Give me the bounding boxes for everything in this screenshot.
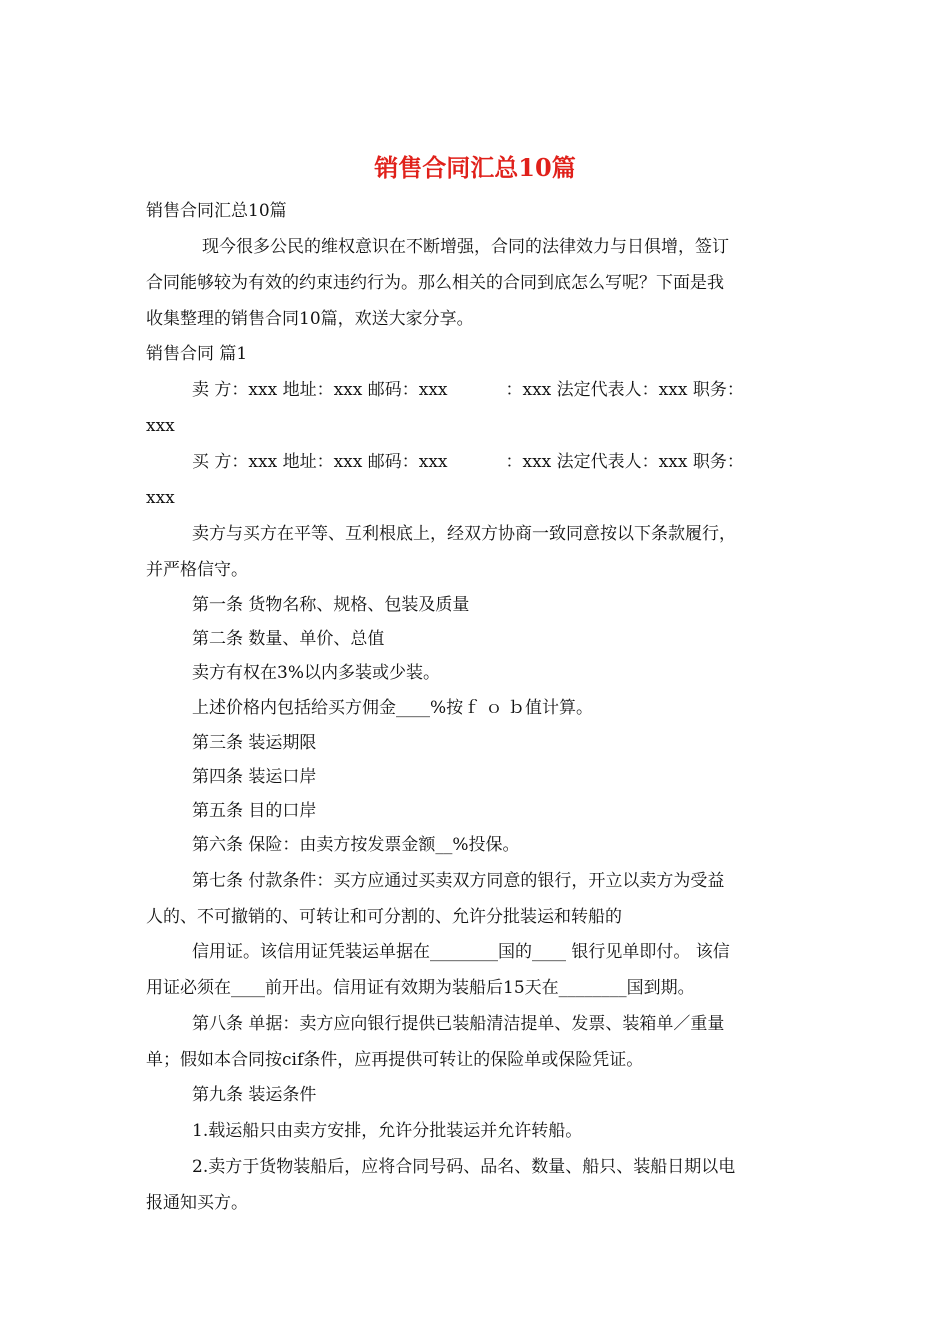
clause-9-item: 2.卖方于货物装船后，应将合同号码、品名、数量、船只、装船日期以电 <box>192 1157 736 1177</box>
intro-line: 现今很多公民的维权意识在不断增强，合同的法律效力与日俱增，签订 <box>202 237 729 257</box>
clause-4: 第四条 装运口岸 <box>192 767 317 787</box>
section-heading: 销售合同 篇1 <box>146 344 248 364</box>
document-title: 销售合同汇总10篇 <box>374 153 576 182</box>
intro-line: 收集整理的销售合同10篇，欢送大家分享。 <box>146 309 474 329</box>
clause-7-line: 用证必须在____前开出。信用证有效期为装船后15天在________国到期。 <box>146 978 695 998</box>
intro-line: 合同能够较为有效的约束违约行为。那么相关的合同到底怎么写呢？下面是我 <box>146 273 724 293</box>
agreement-line: 卖方与买方在平等、互利根底上，经双方协商一致同意按以下条款履行， <box>192 524 736 544</box>
clause-2: 第二条 数量、单价、总值 <box>192 629 385 649</box>
clause-9: 第九条 装运条件 <box>192 1085 317 1105</box>
clause-8-line: 第八条 单据：卖方应向银行提供已装船清洁提单、发票、装箱单／重量 <box>192 1014 725 1034</box>
document-subtitle: 销售合同汇总10篇 <box>146 201 287 221</box>
buyer-info: 买 方：xxx 地址：xxx 邮码：xxx <box>192 452 448 472</box>
agreement-line: 并严格信守。 <box>146 560 248 580</box>
clause-9-item: 1.载运船只由卖方安排，允许分批装运并允许转船。 <box>192 1121 583 1141</box>
buyer-wrap: xxx <box>146 488 175 508</box>
clause-7-line: 第七条 付款条件：买方应通过买卖双方同意的银行，开立以卖方为受益 <box>192 871 725 891</box>
clause-5: 第五条 目的口岸 <box>192 801 317 821</box>
clause-6: 第六条 保险：由卖方按发票金额__%投保。 <box>192 835 520 855</box>
seller-info-tail: ：xxx 法定代表人：xxx 职务： <box>505 380 744 400</box>
seller-info: 卖 方：xxx 地址：xxx 邮码：xxx <box>192 380 448 400</box>
buyer-line <box>192 450 744 474</box>
clause-2-note: 卖方有权在3%以内多装或少装。 <box>192 663 440 683</box>
seller-wrap: xxx <box>146 416 175 436</box>
clause-8-line: 单；假如本合同按cif条件，应再提供可转让的保险单或保险凭证。 <box>146 1050 644 1070</box>
clause-7-line: 信用证。该信用证凭装运单据在________国的____ 银行见单即付。 该信 <box>192 942 730 962</box>
clause-2-note: 上述价格内包括给买方佣金____%按ｆ ｏ ｂ值计算。 <box>192 698 593 718</box>
buyer-info-tail: ：xxx 法定代表人：xxx 职务： <box>505 452 744 472</box>
seller-line <box>192 378 744 402</box>
clause-3: 第三条 装运期限 <box>192 733 317 753</box>
clause-1: 第一条 货物名称、规格、包装及质量 <box>192 595 470 615</box>
clause-7-line: 人的、不可撤销的、可转让和可分割的、允许分批装运和转船的 <box>146 907 622 927</box>
clause-9-item: 报通知买方。 <box>146 1193 248 1213</box>
